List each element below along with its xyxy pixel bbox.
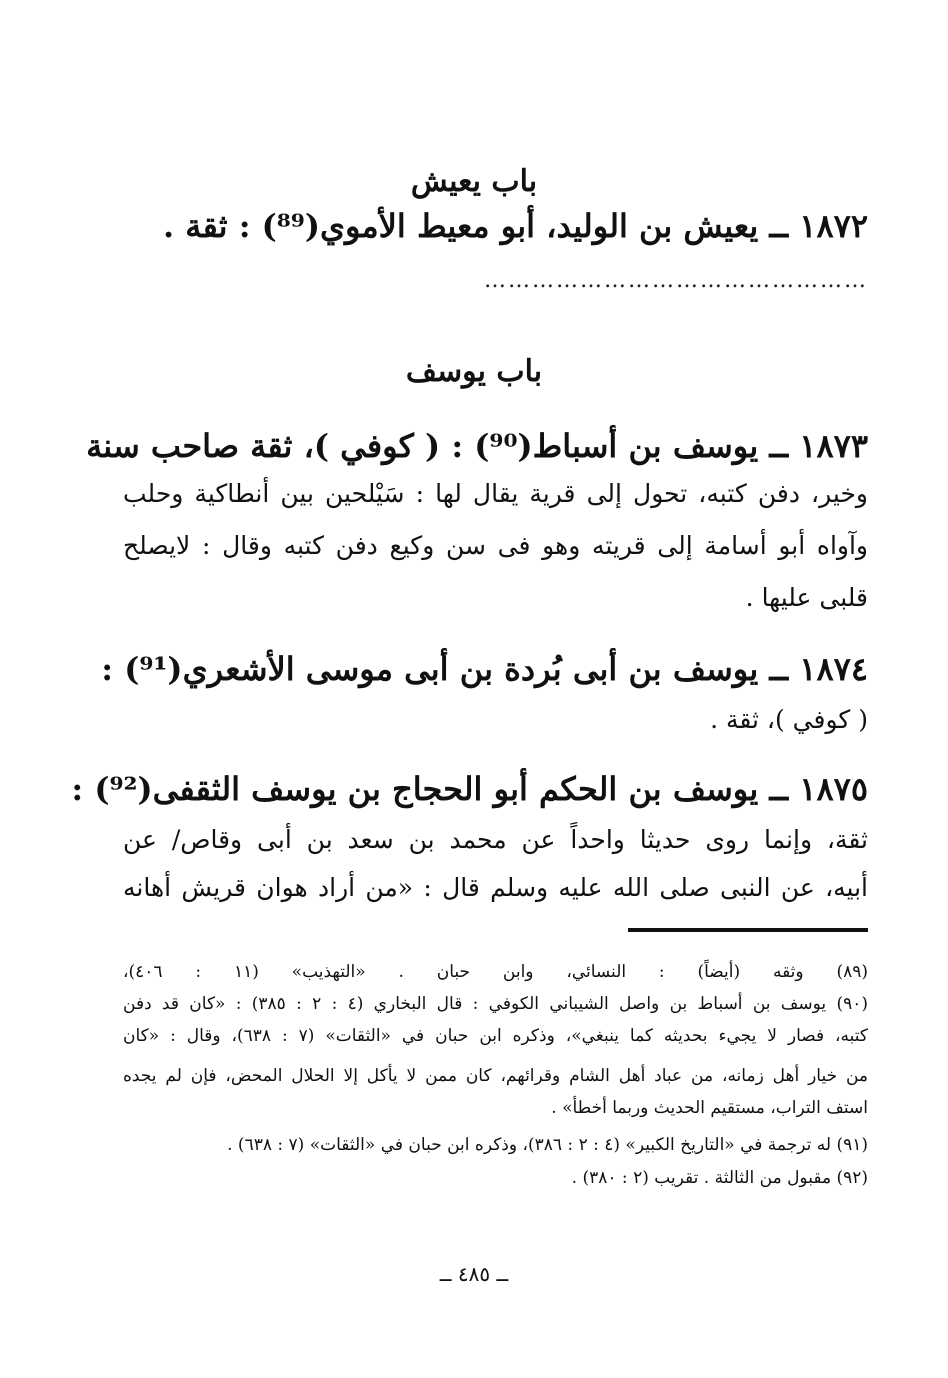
footnote-rule xyxy=(628,928,868,932)
separator-dots: ………………………………………… xyxy=(484,268,868,293)
footnote-89: (٨٩) وثقه (أيضاً) : النسائي، وابن حبان . «التهذيب» (١١ : ٤٠٦)، xyxy=(123,962,868,982)
entry-1873-line: وآواه أبو أسامة إلى قريته وهو فى سن وكيع دفن كتبه وقال : لايصلح xyxy=(123,531,868,560)
entry-1874-title: ١٨٧٤ ــ يوسف بن أبى بُردة بن أبى موسى الأشعري(⁹¹) : xyxy=(101,650,868,688)
footnote-91: (٩١) له ترجمة في «التاريخ الكبير» (٤ : ٢ : ٣٨٦)، وذكره ابن حبان في «الثقات» (٧ : ٦٣٨) . xyxy=(227,1135,868,1155)
entry-1873-line: قلبى عليها . xyxy=(745,583,868,612)
footnote-90-cont: استف التراب، مستقيم الحديث وربما أخطأ» . xyxy=(551,1098,868,1118)
footnote-90: (٩٠) يوسف بن أسباط بن واصل الشيباني الكوفي : قال البخاري (٤ : ٢ : ٣٨٥) : «كان قد دفن xyxy=(123,994,868,1014)
footnote-90-cont: من خيار أهل زمانه، من عباد أهل الشام وقرائهم، كان ممن لا يأكل إلا الحلال المحض، فإن لم يجده xyxy=(123,1066,868,1086)
section-heading-yusuf: باب يوسف xyxy=(405,354,543,389)
footnote-92: (٩٢) مقبول من الثالثة . تقريب (٢ : ٣٨٠) . xyxy=(571,1168,868,1188)
section-heading-yaish: باب يعيش xyxy=(410,164,538,199)
entry-1875-title: ١٨٧٥ ــ يوسف بن الحكم أبو الحجاج بن يوسف الثقفى(⁹²) : xyxy=(71,770,868,808)
entry-1872: ١٨٧٢ ــ يعيش بن الوليد، أبو معيط الأموي(⁸⁹) : ثقة . xyxy=(163,207,868,245)
page-number: ــ ٤٨٥ ــ xyxy=(439,1262,509,1286)
footnote-90-cont: كتبه، فصار لا يجيء بحديثه كما ينبغي»، وذكره ابن حبان في «الثقات» (٧ : ٦٣٨)، وقال : «كان xyxy=(123,1026,868,1046)
entry-1874-line: ( كوفي )، ثقة . xyxy=(710,705,868,734)
entry-1873-line: وخير، دفن كتبه، تحول إلى قرية يقال لها : سَيْلحين بين أنطاكية وحلب xyxy=(123,479,868,508)
entry-1875-line: أبيه، عن النبى صلى الله عليه وسلم قال : «من أراد هوان قريش أهانه xyxy=(123,873,868,902)
entry-1875-line: ثقة، وإنما روى حديثا واحداً عن محمد بن سعد بن أبى وقاص/ عن xyxy=(123,825,868,854)
entry-1873-title: ١٨٧٣ ــ يوسف بن أسباط(⁹⁰) : ( كوفي )، ثقة صاحب سنة xyxy=(86,427,868,465)
